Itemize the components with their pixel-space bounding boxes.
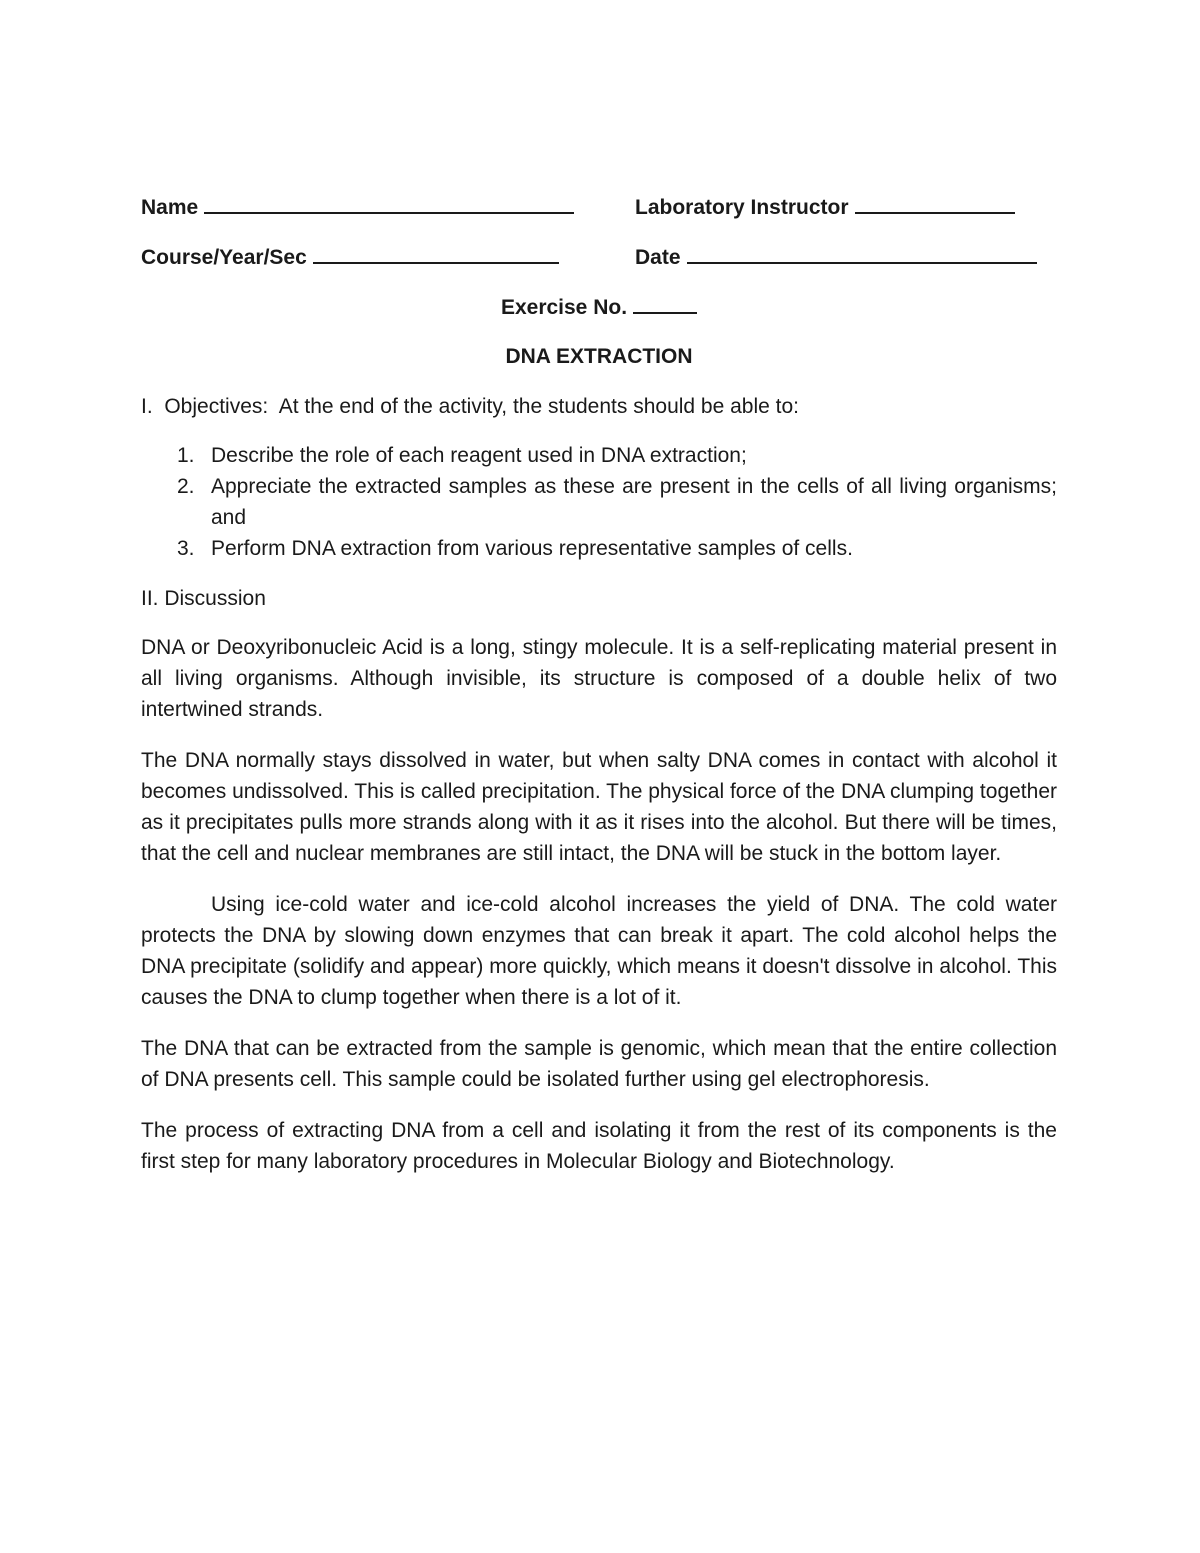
date-blank-line[interactable] (687, 240, 1037, 264)
discussion-paragraph: DNA or Deoxyribonucleic Acid is a long, stingy molecule. It is a self-replicating material present in all living organisms. Although invisible, its structure is composed of a double helix of two intertwined strands. (141, 636, 1057, 721)
instructor-blank-line[interactable] (855, 190, 1015, 214)
header-row-2 (141, 240, 1057, 290)
exercise-label: Exercise No. (500, 296, 628, 319)
discussion-paragraph: Using ice-cold water and ice-cold alcohol increases the yield of DNA. The cold water protects the DNA by slowing down enzymes that can break it apart. The cold alcohol helps the DNA precipitate (solidify and appear) more quickly, which means it doesn't dissolve in alcohol. This causes the DNA to clump together when there is a lot of it. (141, 893, 1057, 1009)
list-item (141, 471, 1057, 533)
objectives-list (141, 440, 1057, 564)
objectives-heading: I. Objectives: At the end of the activity, the students should be able to: (141, 395, 800, 418)
list-item-text: Describe the role of each reagent used in DNA extraction; (211, 444, 747, 467)
instructor-label: Laboratory Instructor (635, 196, 849, 219)
course-field (141, 240, 559, 275)
name-blank-line[interactable] (204, 190, 574, 214)
course-label: Course/Year/Sec (141, 246, 307, 269)
name-label: Name (141, 196, 199, 219)
date-label: Date (635, 246, 681, 269)
course-blank-line[interactable] (313, 240, 559, 264)
name-field (141, 190, 574, 225)
page-title: DNA EXTRACTION (505, 345, 693, 368)
document-page (141, 190, 1057, 1197)
discussion-paragraph: The process of extracting DNA from a cell and isolating it from the rest of its components is the first step for many laboratory procedures in Molecular Biology and Biotechnology. (141, 1119, 1057, 1173)
list-item (141, 533, 1057, 564)
list-item (141, 440, 1057, 471)
header-row-1 (141, 190, 1057, 240)
date-field (635, 240, 1037, 275)
list-item-number: 3. (177, 537, 195, 560)
discussion-heading: II. Discussion (141, 587, 266, 610)
list-item-text: Perform DNA extraction from various representative samples of cells. (211, 537, 853, 560)
list-item-number: 2. (177, 475, 195, 498)
discussion-paragraph: The DNA normally stays dissolved in water, but when salty DNA comes in contact with alcohol it becomes undissolved. This is called precipitation. The physical force of the DNA clumping together as it precipitates pulls more strands along with it as it rises into the alcohol. But there will be times, that the cell and nuclear membranes are still intact, the DNA will be stuck in the bottom layer. (141, 749, 1057, 865)
exercise-blank-line[interactable] (633, 290, 697, 314)
instructor-field (635, 190, 1015, 225)
list-item-text: Appreciate the extracted samples as these are present in the cells of all living organisms; and (211, 475, 1057, 529)
discussion-paragraph: The DNA that can be extracted from the sample is genomic, which mean that the entire collection of DNA presents cell. This sample could be isolated further using gel electrophoresis. (141, 1037, 1057, 1091)
list-item-number: 1. (177, 444, 195, 467)
exercise-number (141, 290, 1057, 340)
